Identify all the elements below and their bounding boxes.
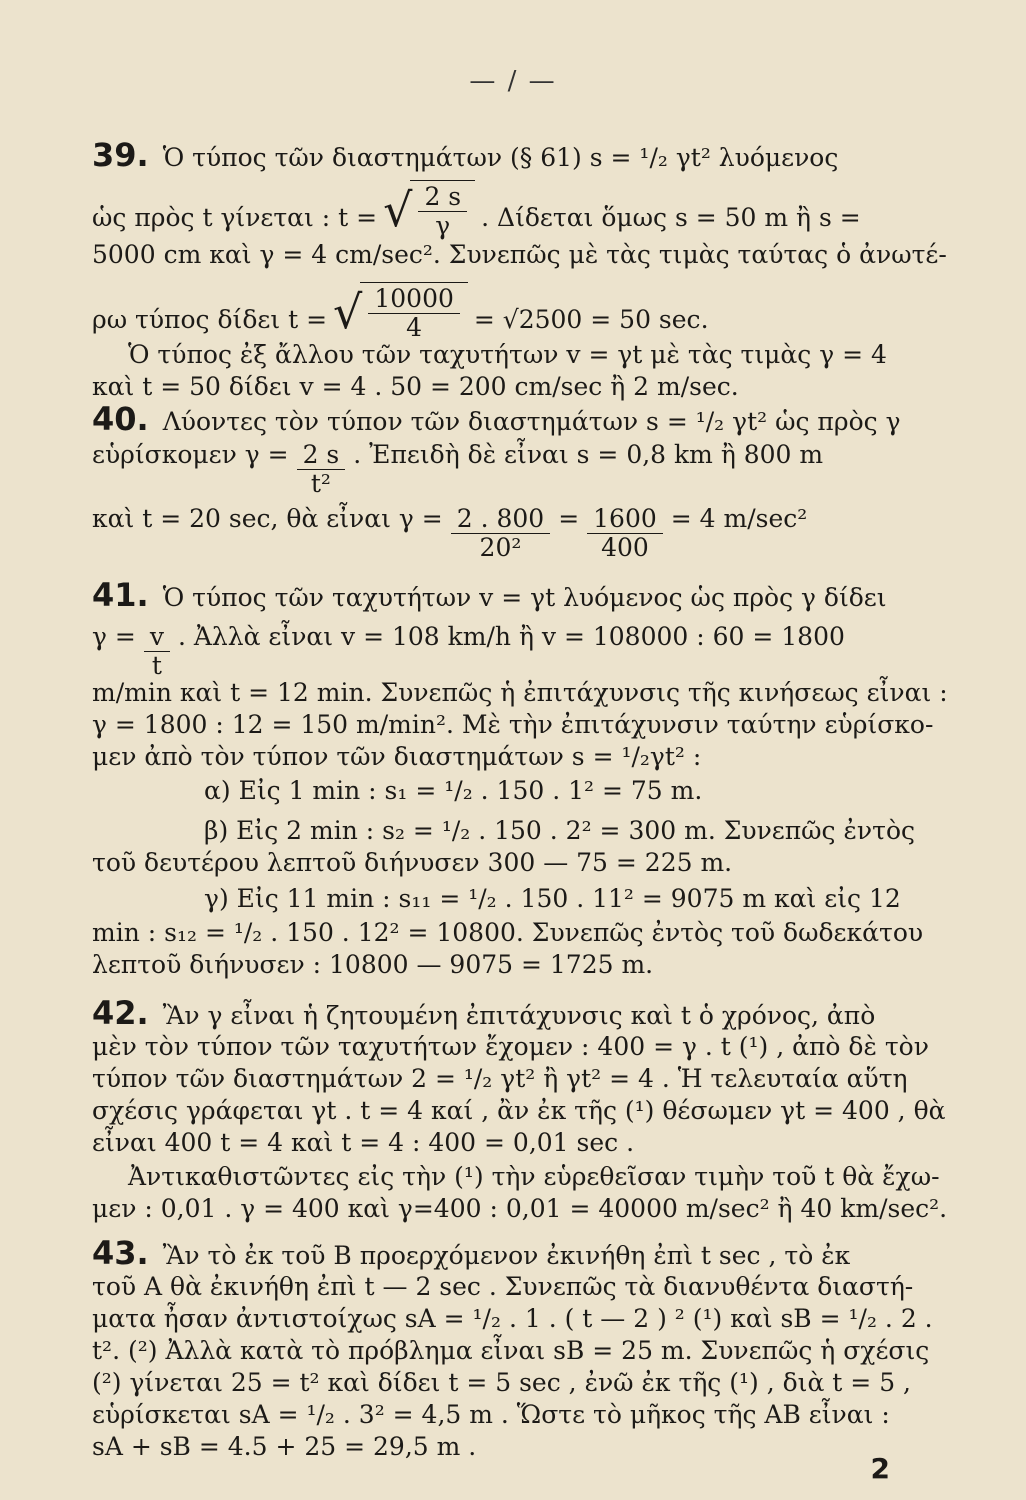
p42-line-5: εἶναι 400 t = 4 καὶ t = 4 : 400 = 0,01 sec .: [92, 1128, 635, 1157]
problem-number-42: 42.: [92, 994, 149, 1032]
p43-line-1: 43. Ἂν τὸ ἐκ τοῦ Β προερχόμενον ἐκινήθη ἐπὶ t sec , τὸ ἐκ: [92, 1234, 851, 1272]
fraction-v-over-t: $\frac{v}{t}$: [144, 623, 170, 680]
problem-number-41: 41.: [92, 576, 149, 614]
problem-number-43: 43.: [92, 1234, 149, 1272]
p39-line-5: Ὁ τύπος ἐξ ἄλλου τῶν ταχυτήτων v = γt μὲ τὰς τιμὰς γ = 4: [128, 340, 887, 369]
p41-item-c-cont: min : s₁₂ = ¹/₂ . 150 . 12² = 10800. Συνεπῶς ἐντὸς τοῦ δωδεκάτου: [92, 918, 924, 947]
p41-item-c-cont-2: λεπτοῦ διήνυσεν : 10800 — 9075 = 1725 m.: [92, 950, 654, 979]
p40-line-2: εὑρίσκομεν γ = $\frac{2 s}{\text{t²}}$ . Ἐπειδὴ δὲ εἶναι s = 0,8 km ἢ 800 m: [92, 440, 824, 498]
p41-item-a: α) Εἰς 1 min : s₁ = ¹/₂ . 150 . 1² = 75 m.: [204, 776, 703, 805]
p43-line-5: (²) γίνεται 25 = t² καὶ δίδει t = 5 sec , ἐνῶ ἐκ τῆς (¹) , διὰ t = 5 ,: [92, 1368, 911, 1397]
page-header: — / —: [469, 66, 557, 96]
p42-line-1: 42. Ἂν γ εἶναι ἡ ζητουμένη ἐπιτάχυνσις καὶ t ὁ χρόνος, ἀπὸ: [92, 994, 876, 1032]
p41-item-b: β) Εἰς 2 min : s₂ = ¹/₂ . 150 . 2² = 300 m. Συνεπῶς ἐντὸς: [204, 816, 915, 845]
p41-line-4: γ = 1800 : 12 = 150 m/min². Μὲ τὴν ἐπιτάχυνσιν ταύτην εὑρίσκο-: [92, 710, 934, 739]
page-number: 2: [870, 1452, 890, 1485]
p42-line-4: σχέσις γράφεται γt . t = 4 καί , ἂν ἐκ τῆς (¹) θέσωμεν γt = 400 , θὰ: [92, 1096, 946, 1125]
p40-line-1: 40. Λύοντες τὸν τύπον τῶν διαστημάτων s = ¹/₂ γt² ὡς πρὸς γ: [92, 400, 901, 438]
p41-line-3: m/min καὶ t = 12 min. Συνεπῶς ἡ ἐπιτάχυνσις τῆς κινήσεως εἶναι :: [92, 678, 948, 707]
p39-line-6: καὶ t = 50 δίδει v = 4 . 50 = 200 cm/sec ἢ 2 m/sec.: [92, 372, 739, 401]
p39-line-2: ὡς πρὸς t γίνεται : t = √ $\frac{2 s}{\gamma}$ . Δίδεται ὅμως s = 50 m ἢ s =: [92, 182, 861, 240]
problem-number-40: 40.: [92, 400, 149, 438]
p43-line-6: εὑρίσκεται sA = ¹/₂ . 3² = 4,5 m . Ὥστε τὸ μῆκος τῆς ΑΒ εἶναι :: [92, 1400, 890, 1429]
p41-item-c: γ) Εἰς 11 min : s₁₁ = ¹/₂ . 150 . 11² = 9075 m καὶ εἰς 12: [204, 884, 901, 913]
p43-line-2: τοῦ Α θὰ ἐκινήθη ἐπὶ t — 2 sec . Συνεπῶς τὰ διανυθέντα διαστή-: [92, 1272, 914, 1301]
p43-line-4: t². (²) Ἀλλὰ κατὰ τὸ πρόβλημα εἶναι sB = 25 m. Συνεπῶς ἡ σχέσις: [92, 1336, 930, 1365]
p39-line-1: 39. Ὁ τύπος τῶν διαστημάτων (§ 61) s = ¹/₂ γt² λυόμενος: [92, 136, 839, 174]
p41-line-2: γ = $\frac{v}{t}$ . Ἀλλὰ εἶναι v = 108 km/h ἢ v = 108000 : 60 = 1800: [92, 622, 845, 680]
p40-line-3: καὶ t = 20 sec, θὰ εἶναι γ = $\frac{2 . 800}{\text{20²}}$ = $\frac{1600}{400}$ = 4 m/sec²: [92, 504, 808, 562]
p41-line-5: μεν ἀπὸ τὸν τύπον τῶν διαστημάτων s = ¹/₂γt² :: [92, 742, 702, 771]
sqrt-10000-over-4: √ $\frac{10000}{4}$: [333, 282, 468, 342]
p42-line-2: μὲν τὸν τύπον τῶν ταχυτήτων ἔχομεν : 400 = γ . t (¹) , ἀπὸ δὲ τὸν: [92, 1032, 929, 1061]
sqrt-2s-over-gamma: √ $\frac{2 s}{\gamma}$: [383, 180, 475, 240]
p43-line-7: sA + sB = 4.5 + 25 = 29,5 m .: [92, 1432, 477, 1461]
p41-line-1: 41. Ὁ τύπος τῶν ταχυτήτων v = γt λυόμενος ὡς πρὸς γ δίδει: [92, 576, 887, 614]
p42-line-7: μεν : 0,01 . γ = 400 καὶ γ=400 : 0,01 = 40000 m/sec² ἢ 40 km/sec².: [92, 1194, 948, 1223]
p39-line-3: 5000 cm καὶ γ = 4 cm/sec². Συνεπῶς μὲ τὰς τιμὰς ταύτας ὁ ἀνωτέ-: [92, 240, 947, 269]
fraction-1600-over-400b: $\frac{1600}{400}$: [587, 505, 663, 562]
p41-item-b-cont: τοῦ δευτέρου λεπτοῦ διήνυσεν 300 — 75 = 225 m.: [92, 848, 733, 877]
p42-line-3: τύπον τῶν διαστημάτων 2 = ¹/₂ γt² ἢ γt² = 4 . Ἡ τελευταία αὕτη: [92, 1064, 908, 1093]
p43-line-3: ματα ἦσαν ἀντιστοίχως sA = ¹/₂ . 1 . ( t — 2 ) ² (¹) καὶ sB = ¹/₂ . 2 .: [92, 1304, 933, 1333]
p39-line-4: ρω τύπος δίδει t = √ $\frac{10000}{4}$ = √2500 = 50 sec.: [92, 284, 709, 342]
fraction-2s-over-t2: $\frac{2 s}{\text{t²}}$: [297, 441, 346, 498]
p42-line-6: Ἀντικαθιστῶντες εἰς τὴν (¹) τὴν εὑρεθεῖσαν τιμὴν τοῦ t θὰ ἔχω-: [128, 1162, 940, 1191]
problem-number-39: 39.: [92, 136, 149, 174]
fraction-1600-over-400a: $\frac{2 . 800}{\text{20²}}$: [451, 505, 550, 562]
